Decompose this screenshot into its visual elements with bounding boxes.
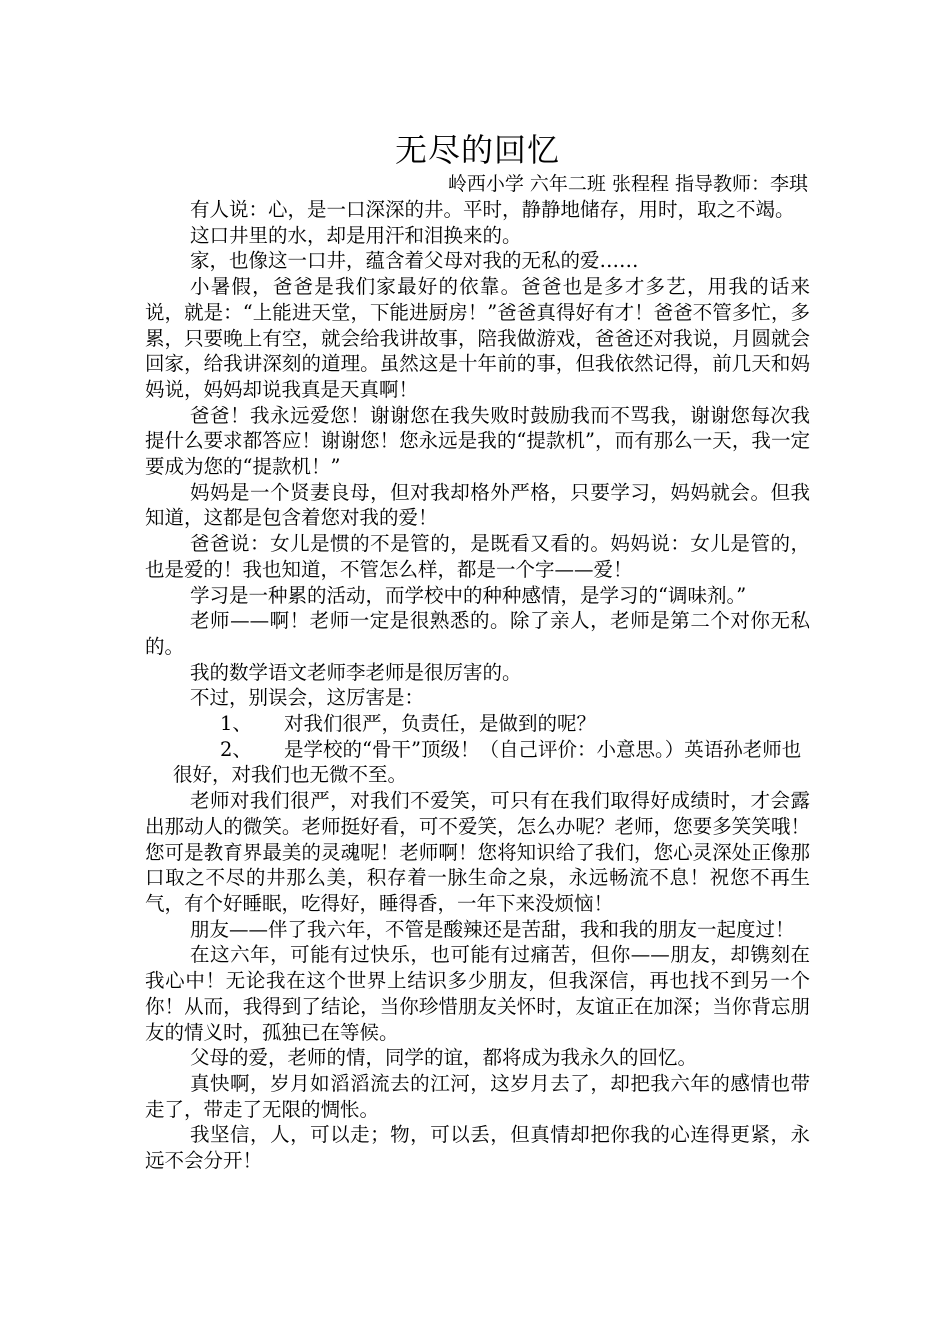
paragraph: 我坚信，人，可以走；物，可以丢，但真情却把你我的心连得更紧，永远不会分开！: [145, 1123, 810, 1173]
paragraph: 小暑假，爸爸是我们家最好的依靠。爸爸也是多才多艺，用我的话来说，就是：“上能进天堂，下能进厨房！”爸爸真得好有才！爸爸不管多忙，多累，只要晚上有空，就会给我讲故事，陪我做游戏，爸爸还对我说，月圆就会回家，给我讲深刻的道理。虽然这是十年前的事，但我依然记得，前几天和妈妈说，妈妈却说我真是天真啊！: [145, 275, 810, 401]
document-page: [145, 128, 810, 1174]
paragraph: 不过，别误会，这厉害是：: [190, 686, 425, 710]
paragraph: 有人说：心，是一口深深的井。平时，静静地储存，用时，取之不竭。: [190, 198, 795, 221]
paragraph: 朋友——伴了我六年，不管是酸辣还是苦甜，我和我的朋友一起度过！: [190, 917, 795, 941]
paragraph: 真快啊，岁月如滔滔流去的江河，这岁月去了，却把我六年的感情也带走了，带走了无限的惆怅。: [145, 1071, 810, 1121]
list-item-number: 1、: [220, 712, 252, 736]
paragraph: 父母的爱，老师的情，同学的谊，都将成为我永久的回忆。: [190, 1046, 698, 1070]
document-title: 无尽的回忆: [394, 131, 560, 169]
paragraph: 妈妈是一个贤妻良母，但对我却格外严格，只要学习，妈妈就会。但我知道，这都是包含着您对我的爱！: [145, 480, 810, 530]
paragraph: 我的数学语文老师李老师是很厉害的。: [190, 660, 522, 684]
paragraph: 在这六年，可能有过快乐，也可能有过痛苦，但你——朋友，却镌刻在我心中！无论我在这个世界上结识多少朋友，但我深信，再也找不到另一个你！从而，我得到了结论，当你珍惜朋友关怀时，友谊正在加深；当你背忘朋友的情义时，孤独已在等候。: [145, 943, 810, 1044]
paragraph: 爸爸！我永远爱您！谢谢您在我失败时鼓励我而不骂我，谢谢您每次我提什么要求都答应！谢谢您！您永远是我的“提款机”，而有那么一天，我一定要成为您的“提款机！”: [145, 403, 810, 479]
author-byline: 岭西小学 六年二班 张程程 指导教师：李琪: [447, 173, 808, 195]
paragraph: 爸爸说：女儿是惯的不是管的，是既看又看的。妈妈说：女儿是管的，也是爱的！我也知道，不管怎么样，都是一个字——爱！: [145, 532, 810, 581]
list-item-text: 对我们很严，负责任，是做到的呢？: [284, 712, 597, 736]
list-item: [145, 711, 810, 737]
list-item: [145, 737, 810, 788]
list-item-number: 2、: [220, 737, 252, 761]
paragraph: 这口井里的水，却是用汗和泪换来的。: [190, 223, 522, 247]
paragraph: 老师——啊！老师一定是很熟悉的。除了亲人，老师是第二个对你无私的。: [145, 609, 810, 658]
list-item-text: 是学校的“骨干”顶级！（自己评价：小意思。）英语孙老师也很好，对我们也无微不至。: [173, 737, 802, 787]
paragraph: 家，也像这一口井，蕴含着父母对我的无私的爱……: [190, 249, 639, 273]
paragraph: 老师对我们很严，对我们不爱笑，可只有在我们取得好成绩时，才会露出那动人的微笑。老师挺好看，可不爱笑，怎么办呢？老师，您要多笑笑哦！您可是教育界最美的灵魂呢！老师啊！您将知识给了我们，您心灵深处正像那口取之不尽的井那么美，积存着一脉生命之泉，永远畅流不息！祝您不再生气，有个好睡眠，吃得好，睡得香，一年下来没烦恼！: [145, 789, 810, 915]
paragraph: 学习是一种累的活动，而学校中的种种感情，是学习的“调味剂。”: [190, 583, 747, 607]
